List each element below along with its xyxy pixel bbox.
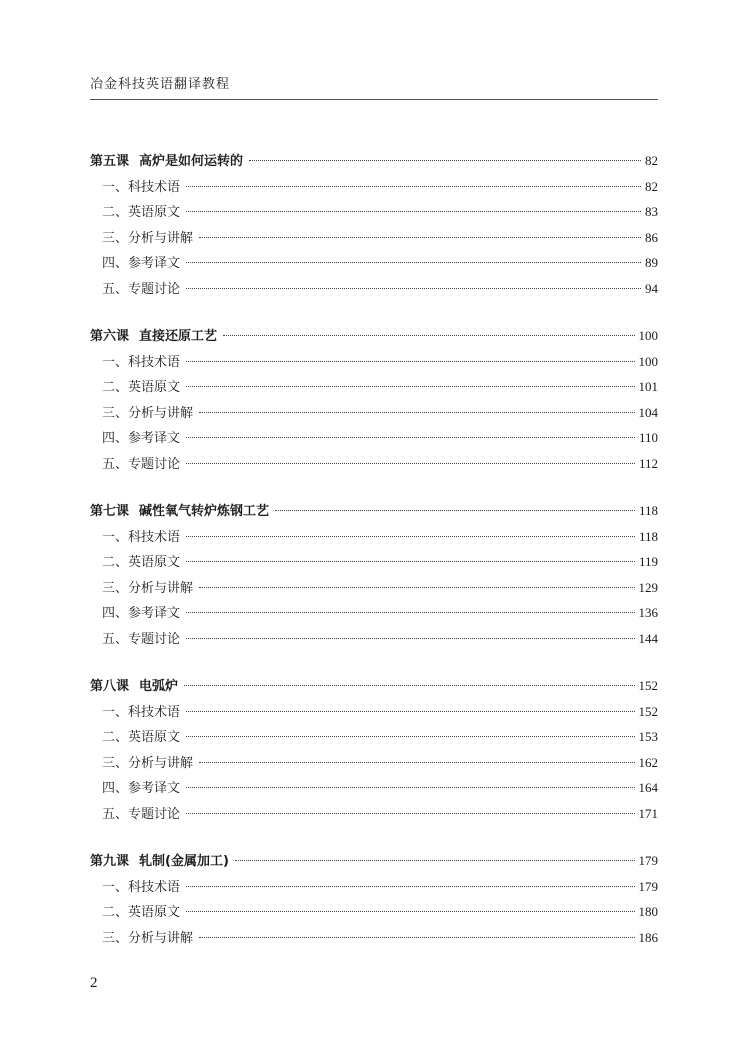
lesson-heading [90,849,229,875]
toc-entry-label: 一、科技术语 [102,179,181,195]
toc-entry-page-number: 82 [645,178,658,194]
lesson-heading [90,674,178,700]
toc-entry-label: 一、科技术语 [102,704,181,720]
toc-entry[interactable] [90,451,658,477]
lesson-block [90,673,658,826]
lesson-number: 第六课 [90,329,130,344]
lesson-page-number: 100 [638,328,658,343]
toc-entry-label: 四、参考译文 [102,256,181,271]
toc-entry-page-number: 129 [638,579,658,595]
toc-entry-label: 一、科技术语 [102,529,181,545]
page-number: 2 [90,975,98,991]
toc-entry-label: 一、科技术语 [102,879,181,895]
toc-entry-label: 三、分析与讲解 [102,230,194,246]
lesson-block [90,848,658,950]
dot-leader [186,288,641,289]
dot-leader [275,510,635,511]
toc-entry-label: 四、参考译文 [102,606,181,621]
lesson-heading [90,324,217,350]
toc-entry-label: 五、专题讨论 [102,631,181,647]
dot-leader [199,587,634,588]
dot-leader [186,386,634,387]
toc-entry[interactable] [90,524,658,550]
dot-leader [249,160,641,161]
toc-entry-page-number: 171 [638,805,658,821]
toc-entry[interactable] [90,425,658,451]
lesson-page-number: 152 [638,678,658,693]
toc-entry[interactable] [90,250,658,276]
dot-leader [186,638,634,639]
toc-entry-page-number: 118 [638,528,658,544]
dot-leader [235,860,635,861]
lesson-page-number: 82 [645,153,658,168]
toc-entry-page-number: 94 [645,280,658,296]
toc-entry[interactable] [90,750,658,776]
dot-leader [186,463,635,464]
toc-entry[interactable] [90,775,658,801]
dot-leader [199,412,634,413]
toc-entry-label: 一、科技术语 [102,354,181,370]
lesson-block [90,148,658,301]
toc-entry[interactable] [90,874,658,900]
dot-leader [199,237,641,238]
lesson-block [90,323,658,476]
dot-leader [186,211,641,212]
lesson-title: 碱性氧气转炉炼钢工艺 [139,504,270,519]
toc-entry-label: 二、英语原文 [102,555,181,570]
toc-entry[interactable] [90,600,658,626]
lesson-title: 电弧炉 [139,679,179,694]
lesson-number: 第八课 [90,679,130,694]
lesson-title-row[interactable] [90,148,658,174]
toc-entry-page-number: 100 [638,353,658,369]
toc-entry[interactable] [90,699,658,725]
toc-entry-label: 三、分析与讲解 [102,930,194,946]
lesson-title: 高炉是如何运转的 [139,154,244,169]
toc-entry-page-number: 101 [638,379,658,394]
toc-entry-page-number: 83 [645,204,658,219]
running-header [90,78,658,100]
toc-entry[interactable] [90,626,658,652]
lesson-number: 第九课 [90,854,130,869]
toc-entry[interactable] [90,349,658,375]
toc-entry-page-number: 162 [638,754,658,770]
lesson-title-row[interactable] [90,498,658,524]
dot-leader [186,561,635,562]
lesson-heading [90,149,243,175]
toc-entry-page-number: 119 [638,554,658,569]
toc-entry-page-number: 186 [638,929,658,945]
dot-leader [186,787,634,788]
toc-entry-page-number: 104 [638,404,658,420]
toc-entry-label: 四、参考译文 [102,431,181,446]
lesson-title-row[interactable] [90,848,658,874]
toc-entry[interactable] [90,225,658,251]
dot-leader [186,813,634,814]
toc-entry-page-number: 89 [645,255,658,270]
lesson-block [90,498,658,651]
dot-leader [186,437,635,438]
dot-leader [186,361,634,362]
dot-leader [186,186,641,187]
toc-entry-label: 五、专题讨论 [102,456,181,472]
dot-leader [186,911,634,912]
toc-entry[interactable] [90,400,658,426]
lesson-number: 第五课 [90,154,130,169]
lesson-heading [90,499,269,525]
toc-entry-page-number: 86 [645,229,658,245]
toc-entry-page-number: 110 [638,430,658,445]
toc-entry-label: 二、英语原文 [102,205,181,220]
table-of-contents [90,148,658,972]
toc-entry-label: 二、英语原文 [102,730,181,745]
toc-entry-label: 三、分析与讲解 [102,405,194,421]
toc-entry[interactable] [90,724,658,750]
dot-leader [199,762,634,763]
lesson-title-row[interactable] [90,323,658,349]
toc-entry-page-number: 112 [638,455,658,471]
toc-entry-label: 五、专题讨论 [102,281,181,297]
toc-entry[interactable] [90,575,658,601]
toc-entry-page-number: 179 [638,878,658,894]
dot-leader [186,262,641,263]
toc-entry-page-number: 153 [638,729,658,744]
dot-leader [186,536,635,537]
toc-entry[interactable] [90,174,658,200]
toc-entry-label: 五、专题讨论 [102,806,181,822]
dot-leader [184,685,634,686]
dot-leader [186,886,634,887]
toc-entry-label: 二、英语原文 [102,380,181,395]
toc-entry[interactable] [90,549,658,575]
toc-entry-page-number: 144 [638,630,658,646]
toc-entry[interactable] [90,899,658,925]
toc-entry-page-number: 136 [638,605,658,620]
toc-entry[interactable] [90,199,658,225]
toc-entry-label: 四、参考译文 [102,781,181,796]
toc-entry[interactable] [90,276,658,302]
dot-leader [186,736,634,737]
lesson-title: 直接还原工艺 [139,329,218,344]
toc-entry-page-number: 180 [638,904,658,919]
toc-entry-page-number: 152 [638,703,658,719]
lesson-page-number: 118 [638,503,658,518]
toc-entry[interactable] [90,801,658,827]
toc-entry-label: 三、分析与讲解 [102,755,194,771]
lesson-page-number: 179 [638,853,658,868]
toc-entry-page-number: 164 [638,780,658,795]
lesson-title: 轧制(金属加工) [139,854,229,869]
book-title: 冶金科技英语翻译教程 [90,77,231,92]
dot-leader [199,937,634,938]
lesson-title-row[interactable] [90,673,658,699]
dot-leader [186,711,634,712]
toc-entry-label: 三、分析与讲解 [102,580,194,596]
toc-entry-label: 二、英语原文 [102,905,181,920]
toc-entry[interactable] [90,925,658,951]
dot-leader [223,335,634,336]
lesson-number: 第七课 [90,504,130,519]
dot-leader [186,612,634,613]
toc-entry[interactable] [90,374,658,400]
